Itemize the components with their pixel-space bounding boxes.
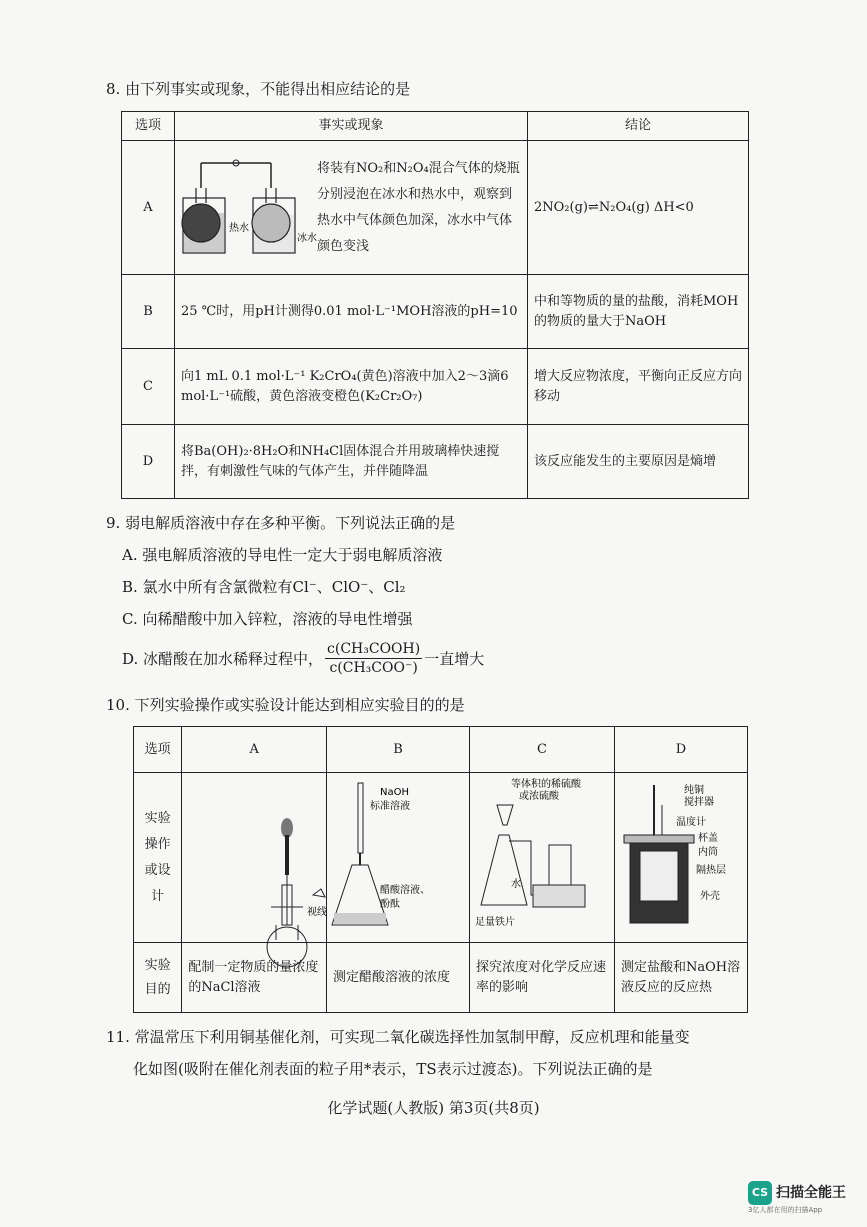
- label-shell: 外壳: [700, 890, 720, 902]
- q10-header-c: C: [469, 727, 614, 773]
- q10-header-b: B: [326, 727, 469, 773]
- label-pure-copper: 纯铜: [684, 784, 704, 796]
- q10-header-d: D: [615, 727, 748, 773]
- q8-row-b-fact: 25 ℃时，用pH计测得0.01 mol·L⁻¹MOH溶液的pH=10: [175, 275, 528, 349]
- q8-row-c-option: C: [122, 349, 175, 425]
- label-acetic-acid: 醋酸溶液、: [379, 884, 430, 896]
- q8-row-c-conclusion: 增大反应物浓度，平衡向正反应方向移动: [528, 349, 749, 425]
- q8-row-c-fact: 向1 mL 0.1 mol·L⁻¹ K₂CrO₄(黄色)溶液中加入2～3滴6 mol·L⁻¹硫酸，黄色溶液变橙色(K₂Cr₂O₇): [175, 349, 528, 425]
- label-lid: 杯盖: [698, 832, 718, 844]
- q9-stem: 9. 弱电解质溶液中存在多种平衡。下列说法正确的是: [106, 514, 456, 532]
- label-sight-line: 视线: [307, 906, 328, 918]
- q9-d-prefix: D. 冰醋酸在加水稀释过程中，: [122, 649, 324, 668]
- q8-table: [121, 111, 749, 499]
- label-ice-water: 冰水: [297, 232, 317, 244]
- q10-stem: 10. 下列实验操作或实验设计能达到相应实验目的的是: [106, 696, 465, 714]
- label-hot-water: 热水: [229, 222, 249, 234]
- q10-table: [133, 726, 748, 1013]
- q9-d-suffix: 一直增大: [424, 649, 485, 668]
- q9-d-fraction: [325, 640, 422, 677]
- q8-row-a-fact-cell: [175, 141, 528, 275]
- label-conc-sulfuric: 或浓硫酸: [518, 790, 559, 802]
- label-iron-sheet: 足量铁片: [474, 916, 515, 928]
- q10-purpose-b: 测定醋酸溶液的浓度: [326, 943, 469, 1013]
- q8-row-b-conclusion: 中和等物质的量的盐酸，消耗MOH的物质的量大于NaOH: [528, 275, 749, 349]
- q10-row1-label: 实验操作或设计: [134, 773, 182, 943]
- q10-fig-d-cell: [615, 773, 748, 943]
- label-inner-cup: 内筒: [698, 846, 718, 858]
- q9-option-b: B. 氯水中所有含氯微粒有Cl⁻、ClO⁻、Cl₂: [122, 578, 406, 596]
- scanner-watermark: [748, 1177, 860, 1217]
- page-footer: 化学试题(人教版) 第3页(共8页): [327, 1099, 540, 1117]
- label-phenolphthalein: 酚酞: [379, 898, 400, 910]
- q8-row-d-fact: 将Ba(OH)₂·8H₂O和NH₄Cl固体混合并用玻璃棒快速搅拌，有刺激性气味的气体产生，并伴随降温: [175, 425, 528, 499]
- label-stirrer: 搅拌器: [684, 796, 714, 808]
- q8-row-a-fact: 将装有NO₂和N₂O₄混合气体的烧瓶分别浸泡在冰水和热水中，观察到热水中气体颜色加深，冰水中气体颜色变浅: [317, 160, 520, 254]
- q8-row-a-option: A: [122, 141, 175, 275]
- camscanner-logo: CS: [748, 1181, 772, 1205]
- q11-line1: 11. 常温常压下利用铜基催化剂，可实现二氧化碳选择性加氢制甲醇，反应机理和能量变: [106, 1028, 690, 1046]
- q10-purpose-a: 配制一定物质的量浓度的NaCl溶液: [182, 943, 327, 1013]
- q9-option-c: C. 向稀醋酸中加入锌粒，溶液的导电性增强: [122, 610, 413, 628]
- q10-row2-label: 实验目的: [134, 943, 182, 1013]
- q9-d-numerator: c(CH₃COOH): [327, 641, 421, 657]
- q8-stem: 8. 由下列事实或现象，不能得出相应结论的是: [106, 80, 411, 98]
- q8-row-b-option: B: [122, 275, 175, 349]
- label-standard-solution: 标准溶液: [369, 800, 410, 812]
- q8-header-option: 选项: [122, 112, 175, 141]
- label-insulation: 隔热层: [696, 864, 726, 876]
- q10-purpose-d: 测定盐酸和NaOH溶液反应的反应热: [615, 943, 748, 1013]
- q8-header-conclusion: 结论: [528, 112, 749, 141]
- q8-row-d-conclusion: 该反应能发生的主要原因是熵增: [528, 425, 749, 499]
- label-water: 水: [510, 878, 521, 890]
- label-sulfuric-acid: 等体积的稀硫酸: [510, 778, 581, 790]
- q8-header-fact: 事实或现象: [175, 112, 528, 141]
- label-thermometer: 温度计: [676, 816, 706, 828]
- q10-purpose-c: 探究浓度对化学反应速率的影响: [469, 943, 614, 1013]
- q10-fig-a-cell: [182, 773, 327, 943]
- q11-line2: 化如图(吸附在催化剂表面的粒子用*表示，TS表示过渡态)。下列说法正确的是: [133, 1060, 653, 1078]
- q10-header-option: 选项: [134, 727, 182, 773]
- q9-option-d: [122, 640, 484, 677]
- camscanner-tagline: 3亿人都在用的扫描App: [748, 1206, 823, 1214]
- q9-option-a: A. 强电解质溶液的导电性一定大于弱电解质溶液: [122, 546, 443, 564]
- q10-fig-b-cell: [326, 773, 469, 943]
- q8-row-a-conclusion: 2NO₂(g)⇌N₂O₄(g) ΔH<0: [528, 141, 749, 275]
- label-naoh: NaOH: [379, 786, 409, 798]
- flask-bath-figure: [181, 153, 317, 263]
- calorimeter-figure: [616, 775, 746, 941]
- volumetric-flask-figure: [183, 775, 328, 941]
- q9-d-denominator: c(CH₃COO⁻): [329, 660, 418, 676]
- camscanner-name: 扫描全能王: [776, 1185, 846, 1201]
- gas-collection-figure: [471, 775, 613, 941]
- titration-figure: [328, 775, 468, 941]
- q10-fig-c-cell: [469, 773, 614, 943]
- q10-header-a: A: [182, 727, 327, 773]
- q8-row-d-option: D: [122, 425, 175, 499]
